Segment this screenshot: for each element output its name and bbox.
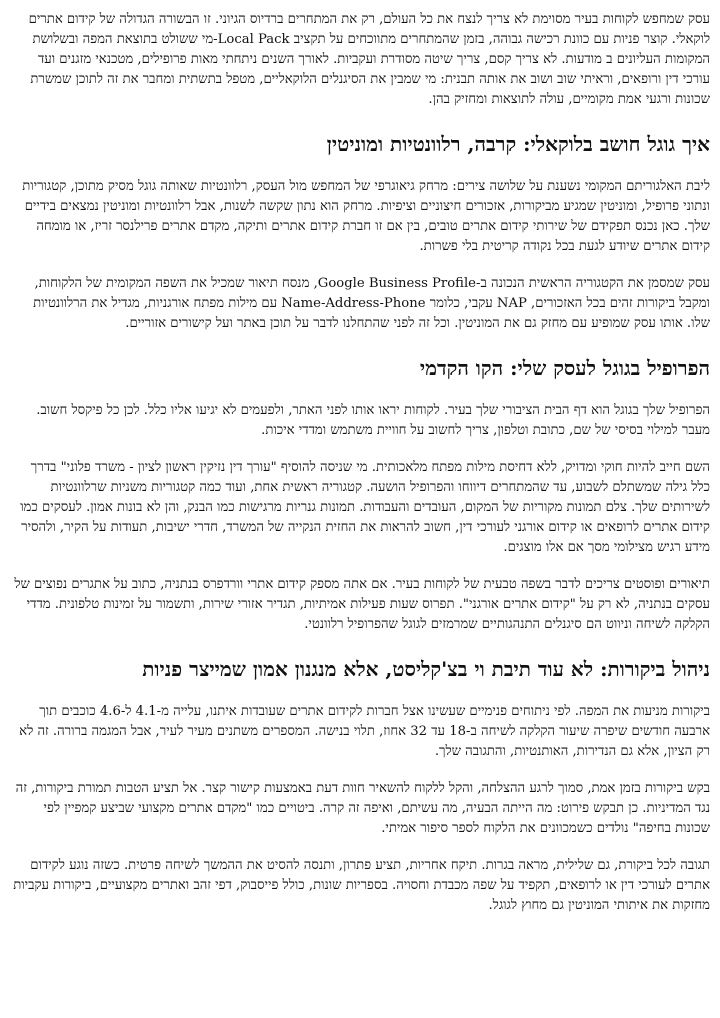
section-heading-reviews-management: ניהול ביקורות: לא עוד תיבת וי בצ'קליסט, אלא מנגנון אמון שמייצר פניות — [142, 657, 710, 681]
section-paragraph: תגובה לכל ביקורת, גם שלילית, מראה בגרות. תיקח אחריות, תציע פתרון, ותנסה להסיט את ההמשך לשיחה פרטית. כשזה נוגע לקידום אתרים לעורכי דין או לרופאים, תקפיד על שפה מכבדת וחסויה. בספריות שונות, כולל פייסבוק, דפי זהב ואתרים מקצועיים, ביקורות עקביות מחזקות את איתותי המוניטין גם מחוץ לגוגל. — [13, 858, 710, 913]
intro-paragraph: עסק שמחפש לקוחות בעיר מסוימת לא צריך לנצח את כל העולם, רק את המתחרים ברדיוס הגיוני. זו הבשורה הגדולה של קידום אתרים לוקאלי. קוצר פניות עם כוונת רכישה גבוהה, בזמן שהמתחרים מתווכחים על תקציב Local Pack-מי ששולט בתוצאת המפה ובשלושת המקומות העליונים ב מודעות. לא צריך קסם, צריך שיטה מסודרת ועקביות. לאורך השנים ניתחתי מאות פרופילים, מטכנאי מזגנים ועד עורכי דין ורופאים, וראיתי שוב ושוב את אותה תבנית: מי שמבין את הסיגנלים הלוקאליים, מטפל בתשתית ומחבר את זה לתוכן שמשרת שכונות ורגעי אמת מקומיים, עולה לתוצאות ומחזיק בהן. — [28, 12, 710, 107]
section-paragraph: עסק שמסמן את הקטגוריה הראשית הנכונה ב-Google Business Profile, מנסח תיאור שמכיל את השפה המקומית של הלקוחות, ומקבל ביקורות זהים בכל האזכורים, NAP עקבי, כלומר Name-Address-Phone עם מילות מפתח אורגניות, מגדיל את הרלוונטיות שלו. אותו עסק שמופיע עם מחזק גם את המוניטין. וכל זה לפני שהתחלנו לדבר על תוכן באתר ועל קישורים אזוריים. — [33, 276, 710, 331]
section-paragraph: תיאורים ופוסטים צריכים לדבר בשפה טבעית של לקוחות בעיר. אם אתה מספק קידום אתרי וורדפרס בנתניה, כתוב על אתגרים נפוצים של עסקים בנתניה, לא רק על "קידום אתרים אורגני". תפרוס שעות פעילות אמיתיות, תגדיר אזורי שירות, ותשמור על זמינות טלפונית. מדדי הקלקה לשיחה וניווט הם סיגנלים התנהגותיים שמרמזים לגוגל שהפרופיל רלוונטי. — [14, 577, 710, 632]
section-heading-google-profile: הפרופיל בגוגל לעסק שלי: הקו הקדמי — [419, 356, 710, 380]
section-paragraph: ליבת האלגוריתם המקומי נשענת על שלושה צירים: מרחק גיאוגרפי של המחפש מול העסק, רלוונטיות שאותה גוגל מסיק מתוכן, קטגוריות ונתוני פרופיל, ומוניטין שמגיע מביקורות, אזכורים חיצוניים וציפיות. מרחק הוא נתון שקשה לשנות, אבל רלוונטיות ומוניטין נמצאים בידיים שלך. כאן נכנס תפקידם של שירותי קידום אתרים טובים, בין אם זו חברת קידום אתרים ותיקה, מקדם אתרים פרילנסר זריז, או מומחה קידום אתרים שיודע לגעת בכל נקודה קריטית בלי פשרות. — [22, 179, 710, 254]
section-paragraph: השם חייב להיות חוקי ומדויק, ללא דחיסת מילות מפתח מלאכותית. מי שניסה להוסיף "עורך דין נזיקין ראשון לציון - משרד פלוני" בדרך כלל גילה שמשתלם לשבוע, עד שהמתחרים דיווחו והפרופיל הושעה. קטגוריה ראשית אחת, ועוד כמה קטגוריות משניות שרלוונטיות לשירותים שלך. צלם תמונות מקוריות של המקום, העובדים והעבודות. תמונות גנריות מרגישות כמו הבנק, והן לא בונות אמון. לעסקים כמו קידום אתרים לרופאים או קידום אורגני לעורכי דין, חשוב להראות את החזית הנקייה של המשרד, חדרי ישיבות, תעודות על הקיר, ולהסיר מידע רגיש מצילומי מסך אם אלו מוצגים. — [20, 460, 710, 555]
section-paragraph: הפרופיל שלך בגוגל הוא דף הבית הציבורי שלך בעיר. לקוחות יראו אותו לפני האתר, ולפעמים לא יגיעו אליו כלל. לכן כל פיקסל חשוב. מעבר למילוי בסיסי של שם, כתובת וטלפון, צריך לחשוב על חוויית משתמש ומדדי איכות. — [36, 403, 710, 438]
section-heading-local-ranking-factors: איך גוגל חושב בלוקאלי: קרבה, רלוונטיות ומוניטין — [326, 132, 710, 156]
section-paragraph: בקש ביקורות בזמן אמת, סמוך לרגע ההצלחה, והקל ללקוח להשאיר חוות דעת באמצעות קישור קצר. אל תציע הטבות תמורת ביקורות, זה נגד המדיניות. כן תבקש פירוט: מה הייתה הבעיה, מה עשיתם, ואיפה זה קרה. ביטויים כמו "מקדם אתרים מקצועי שביצע קמפיין לפי שכונות בחיפה" נולדים כשמכוונים את הלקוח לספר סיפור אמיתי. — [15, 781, 710, 836]
section-paragraph: ביקורות מניעות את המפה. לפי ניתוחים פנימיים שעשינו אצל חברות לקידום אתרים שעובדות איתנו, עלייה מ-4.1 ל-4.6 כוכבים תוך ארבעה חודשים שיפרה שיעור הקלקה לשיחה ב-18 עד 32 אחוז, תלוי בנישה. המספרים משתנים מעיר לעיר, אבל המגמה ברורה. זה לא רק הציון, אלא גם הנדירות, האותנטיות, והתגובה שלך. — [19, 704, 710, 759]
